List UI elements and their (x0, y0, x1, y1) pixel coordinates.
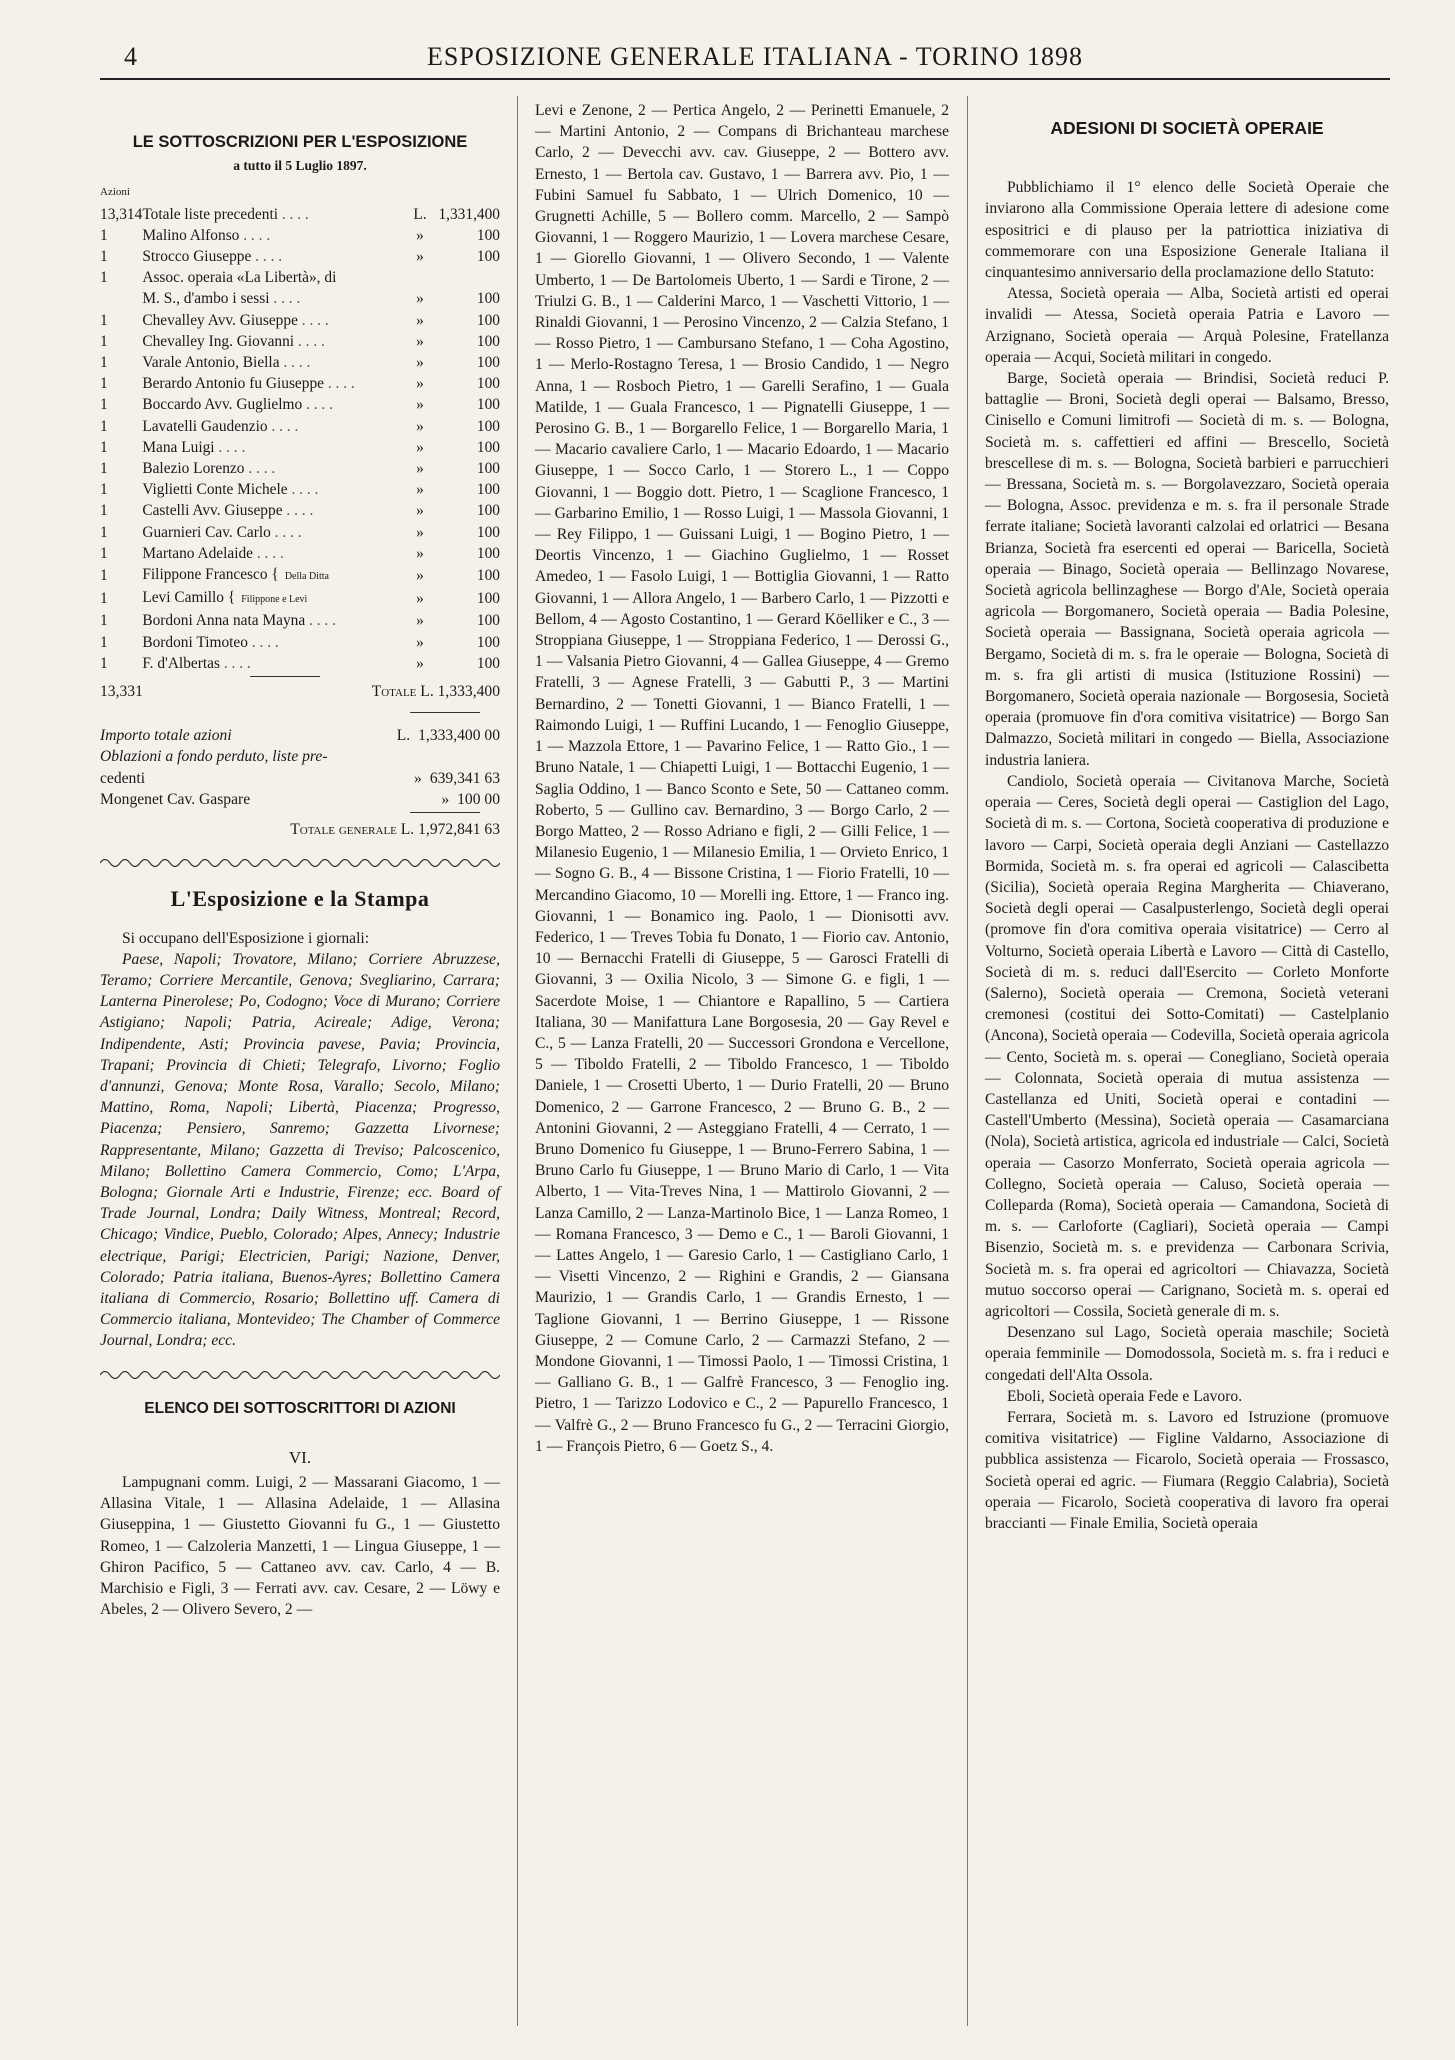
row-name-cell: Martano Adelaide . . . . (142, 544, 284, 562)
subscription-row (100, 458, 500, 479)
short-rule (250, 676, 320, 677)
summary-row (100, 789, 500, 810)
row-name: Varale Antonio, Biella (142, 354, 280, 372)
row-qty: 1 (100, 354, 108, 372)
row-name: Castelli Avv. Giuseppe (142, 502, 283, 520)
row-amount: 100 (476, 375, 500, 393)
row-sym: » (416, 481, 424, 499)
row-name: Boccardo Avv. Guglielmo (142, 396, 303, 414)
row-qty: 1 (100, 481, 108, 499)
row-name: Levi Camillo (142, 589, 224, 607)
row-qty: 1 (100, 460, 108, 478)
summary-label: Importo totale azioni (100, 727, 232, 745)
row-sym: » (416, 332, 424, 350)
row-sym: » (416, 612, 424, 630)
row-qty: 1 (100, 375, 108, 393)
row-qty: 1 (100, 544, 108, 562)
row-name-cell: Boccardo Avv. Guglielmo . . . . (142, 396, 333, 414)
summary-label: cedenti (100, 769, 146, 787)
row-qty: 1 (100, 311, 108, 329)
row-qty: 1 (100, 654, 108, 672)
ornamental-divider (100, 1368, 500, 1382)
row-sym: » (416, 567, 424, 585)
short-rule (410, 812, 480, 813)
row-name-cell: Malino Alfonso . . . . (142, 226, 271, 244)
row-qty: 1 (100, 633, 108, 651)
subscription-row (100, 500, 500, 521)
row-qty: 1 (100, 612, 108, 630)
subscription-row (100, 416, 500, 437)
subscription-row (100, 479, 500, 500)
subscription-row (100, 373, 500, 394)
page-number: 4 (124, 42, 137, 71)
row-qty: 1 (100, 226, 108, 244)
row-amount: 100 (476, 523, 500, 541)
row-amount: 1,331,400 (438, 205, 500, 223)
header-rule (100, 78, 1390, 80)
row-name-cell: Bordoni Timoteo . . . . (142, 633, 279, 651)
row-sym: » (416, 438, 424, 456)
row-name-cell: Chevalley Avv. Giuseppe . . . . (142, 311, 329, 329)
row-amount: 100 (476, 311, 500, 329)
azioni-label: Azioni (100, 186, 130, 199)
row-name-cell (142, 267, 410, 288)
row-qty: 1 (100, 332, 108, 350)
subscription-row (100, 437, 500, 458)
row-qty: 1 (100, 248, 108, 266)
subscription-row (100, 522, 500, 543)
row-qty: 1 (100, 567, 108, 585)
row-sym: » (416, 375, 424, 393)
column-2 (535, 100, 949, 1457)
row-amount (430, 267, 500, 288)
row-qty: 1 (100, 417, 108, 435)
row-name: Assoc. operaia «La Libertà», di (142, 269, 337, 287)
row-name: Berardo Antonio fu Giuseppe (142, 375, 324, 393)
subscription-row (100, 331, 500, 352)
row-name-cell: Strocco Giuseppe . . . . (142, 248, 283, 266)
row-amount: 100 (476, 438, 500, 456)
total-qty: 13,331 (100, 683, 143, 701)
row-name: Strocco Giuseppe (142, 248, 252, 266)
row-sym: » (416, 633, 424, 651)
row-qty: 1 (100, 590, 108, 608)
row-name: Bordoni Timoteo (142, 633, 248, 651)
ornamental-divider (100, 856, 500, 870)
subscription-row (100, 246, 500, 267)
subscriptions-table (100, 204, 500, 674)
row-qty: 1 (100, 502, 108, 520)
subscription-row (100, 610, 500, 631)
column-divider (517, 96, 518, 2026)
row-qty: 1 (100, 523, 108, 541)
row-name-cell: Levi Camillo { Filippone e Levi (142, 589, 308, 607)
row-amount: 100 (476, 290, 500, 308)
sottoscrizioni-date: a tutto il 5 Luglio 1897. (233, 158, 367, 174)
total-label: Totale L. (371, 683, 434, 701)
summary-row (100, 746, 500, 767)
row-name-cell: Mana Luigi . . . . (142, 438, 246, 456)
adesioni-paragraph: Barge, Società operaia — Brindisi, Società reduci P. battaglie — Broni, Società degli operai — Balsamo, Bresso, Cinisello e Comuni limitrofi — Società di m. s. — Bologna, Società m. s. caffettieri ed affini — Brescello, Società brescellese di m. s. — Bologna, Società barbieri e parrucchieri — Bressana, Società m. s. — Borgolavezzaro, Società operaia — Bologna, Assoc. previdenza e m. s. fra il personale Strade ferrate italiane; Società lavoranti calzolai ed orlatrici — Besana Brianza, Società fra esercenti ed operai — Baricella, Società operaia — Binago, Società operaia — Bellinzago Novarese, Società agricola bellinzaghese — Borgo d'Ale, Società operaia agricola — Borgomanero, Società operaia — Badia Polesine, Società operaia — Bassignana, Società operaia agricola — Bergamo, Società di m. s. fra le operaie — Bologna, Società di m. s. fra gli artisti di musica (Istituzione Rossini) — Borgomanero, Società operaia nazionale — Borgosesia, Società operaia (promuove fin d'ora comitiva visitatrice) — Borgo San Dalmazzo, Società militari in congedo — Biella, Associazione industria laniera. (985, 370, 1389, 769)
row-sym: » (416, 654, 424, 672)
row-name-cell: Totale liste precedenti . . . . (142, 205, 309, 223)
column-3 (985, 100, 1389, 1534)
subscription-row (100, 288, 500, 309)
elenco-section: VI. (288, 1447, 312, 1467)
adesioni-paragraph: Candiolo, Società operaia — Civitanova Marche, Società operaia — Ceres, Società degli operai — Castiglion del Lago, Società di m. s. — Cortona, Società cooperativa di produzione e lavoro — Carpi, Società operaia degli Anziani — Castellazzo Bormida, Società m. s. fra operai ed agricoli — Calascibetta (Sicilia), Società operaia Regina Margherita — Chiaverano, Società degli operai — Casalpusterlengo, Società degli operai (promove fin d'ora comitiva operaia visitatrice) — Cerro al Volturno, Società operaia Libertà e Lavoro — Città di Castello, Società di m. s. reduci dall'Esercito — Corleto Monforte (Salerno), Società operaia — Cremona, Società veterani cremonesi (costitui dei Sotto-Comitati) — Castelplanio (Ancona), Società operaia — Codevilla, Società operaia agricola — Cento, Società m. s. operai — Conegliano, Società operaia — Colonnata, Società operaia di mutua assistenza — Castellanza ed Uniti, Società operai e contadini — Castell'Umberto (Messina), Società operaia — Casamarciana (Nola), Società artistica, agricola ed industriale — Calci, Società operaia — Casorzo Monferrato, Società operaia agricola — Collegno, Società operaia — Caluso, Società operaia — Colleparda (Roma), Società operaia — Camandona, Società di m. s. — Carloforte (Cagliari), Società operaia — Campi Bisenzio, Società m. s. e previdenza — Carbonara Scrivia, Società m. s. fra operai ed agricoltori — Chiavazza, Società mutuo soccorso operai — Carignano, Società m. s. operai ed agricoltori — Cossila, Società generale di m. s. (985, 772, 1389, 1320)
row-name: Chevalley Ing. Giovanni (142, 332, 295, 350)
stampa-title: L'Esposizione e la Stampa (170, 886, 430, 912)
row-name-cell: Varale Antonio, Biella . . . . (142, 354, 311, 372)
subscription-row (100, 587, 500, 610)
elenco-title: ELENCO DEI SOTTOSCRITTORI DI AZIONI (144, 1399, 456, 1417)
row-sym: » (416, 417, 424, 435)
adesioni-paragraph: Atessa, Società operaia — Alba, Società artisti ed operai invalidi — Atessa, Società operaia Patria e Lavoro — Arzignano, Società operaia — Arquà Polesine, Fratellanza operaia — Acqui, Società militari in congedo. (985, 285, 1389, 366)
row-sym: » (416, 523, 424, 541)
summary-block (100, 725, 500, 810)
row-name: F. d'Albertas (142, 654, 220, 672)
row-sym: » (416, 544, 424, 562)
row-sym: » (416, 226, 424, 244)
row-amount: 100 (476, 354, 500, 372)
row-name-cell: M. S., d'ambo i sessi . . . . (142, 290, 301, 308)
row-name: Malino Alfonso (142, 226, 240, 244)
row-name: M. S., d'ambo i sessi (142, 290, 270, 308)
row-amount: 100 (476, 612, 500, 630)
row-name: Filippone Francesco (142, 566, 268, 584)
adesioni-paragraph: Ferrara, Società m. s. Lavoro ed Istruzione (promuove comitiva visitatrice) — Figline Valdarno, Associazione di pubblica assistenza — Ficarolo, Società operaia — Frossasco, Società operai ed agric. — Fiumara (Reggio Calabria), Società operaia — Ficarolo, Società cooperativa di lavoro fra operai braccianti — Finale Emilia, Società operaia (985, 1408, 1389, 1532)
row-name-cell: Filippone Francesco { Della Ditta (142, 566, 329, 584)
row-bracket-note: Della Ditta (284, 571, 329, 583)
subscription-row (100, 352, 500, 373)
row-sym: » (416, 248, 424, 266)
adesioni-paragraph: Desenzano sul Lago, Società operaia maschile; Società operaia femminile — Domodossola, Società m. s. fra i reduci e congedati dell'Alta Ossola. (985, 1324, 1389, 1384)
row-name: Bordoni Anna nata Mayna (142, 612, 306, 630)
row-name: Totale liste precedenti (142, 205, 278, 223)
row-amount: 100 (476, 590, 500, 608)
row-amount: 100 (476, 481, 500, 499)
row-qty: 1 (100, 438, 108, 456)
row-amount: 100 (476, 567, 500, 585)
row-amount: 100 (476, 544, 500, 562)
adesioni-body (985, 283, 1389, 1534)
summary-sym: » (441, 790, 450, 808)
grand-total-label: Totale generale L. (290, 821, 415, 839)
summary-row (100, 725, 500, 746)
adesioni-paragraph: Eboli, Società operaia Fede e Lavoro. (1007, 1387, 1243, 1405)
row-amount: 100 (476, 396, 500, 414)
row-name: Balezio Lorenzo (142, 460, 245, 478)
summary-label: Mongenet Cav. Gaspare (100, 790, 251, 808)
adesioni-title: ADESIONI DI SOCIETÀ OPERAIE (1050, 118, 1324, 138)
row-amount: 100 (476, 633, 500, 651)
header-title: ESPOSIZIONE GENERALE ITALIANA - TORINO 1898 (427, 42, 1083, 71)
grand-total-amount: 1,972,841 63 (418, 821, 500, 839)
row-name: Martano Adelaide (142, 544, 254, 562)
row-amount: 100 (476, 417, 500, 435)
row-sym: » (416, 460, 424, 478)
subscription-row (100, 204, 500, 225)
row-sym: » (416, 502, 424, 520)
row-amount: 100 (476, 654, 500, 672)
summary-row (100, 768, 500, 789)
page-header (120, 38, 1390, 72)
row-qty: 13,314 (100, 205, 143, 223)
row-qty (100, 288, 142, 309)
row-name-cell: Balezio Lorenzo . . . . (142, 460, 276, 478)
row-amount: 100 (476, 502, 500, 520)
subscription-row (100, 310, 500, 331)
subscription-row (100, 653, 500, 674)
summary-sym: » (414, 769, 422, 787)
row-name-cell: Guarnieri Cav. Carlo . . . . (142, 523, 302, 541)
subscription-row (100, 564, 500, 587)
row-sym: » (416, 290, 424, 308)
elenco-text-col1: Lampugnani comm. Luigi, 2 — Massarani Giacomo, 1 — Allasina Vitale, 1 — Allasina Adelaide, 1 — Allasina Giuseppina, 1 — Giustetto Giovanni fu G., 1 — Giustetto Romeo, 1 — Calzoleria Manzetti, 1 — Lingua Giuseppe, 1 — Ghiron Pacifico, 5 — Cattaneo avv. cav. Carlo, 4 — B. Marchisio e Figli, 3 — Ferrati avv. cav. Cesare, 2 — Löwy e Abeles, 2 — Olivero Severo, 2 — (100, 1473, 500, 1619)
row-qty: 1 (100, 269, 108, 287)
total-row (100, 681, 500, 702)
subscription-row (100, 394, 500, 415)
row-name: Viglietti Conte Michele (142, 481, 288, 499)
row-name-cell: Lavatelli Gaudenzio . . . . (142, 417, 299, 435)
row-sym: » (416, 354, 424, 372)
adesioni-intro: Pubblichiamo il 1° elenco delle Società Operaie che inviarono alla Commissione Operaia lettere di adesione come espositrici e di plauso per la patriottica iniziativa di commemorare con una Esposizione Generale Italiana il cinquantesimo anniversario della proclamazione dello Statuto: (985, 179, 1389, 282)
row-sym: » (416, 590, 424, 608)
elenco-text-col2: Levi e Zenone, 2 — Pertica Angelo, 2 — Perinetti Emanuele, 2 — Martini Antonio, 2 — Compans di Brichanteau marchese Carlo, 2 — Devecchi avv. cav. Giuseppe, 2 — Bottero avv. Ernesto, 1 — Bertola cav. Gustavo, 1 — Barrera avv. Pio, 1 — Fubini Samuel fu Sabbato, 1 — Ulrich Domenico, 10 — Grugnetti Achille, 5 — Bollero comm. Marcello, 2 — Sampò Giovanni, 1 — Roggero Maurizio, 1 — Lovera marchese Cesare, 1 — Giorello Giovanni, 1 — Olivero Secondo, 1 — Valente Umberto, 1 — De Bartolomeis Uberto, 1 — Sardi e Tirone, 2 — Triulzi G. B., 1 — Calderini Marco, 1 — Vaschetti Vittorio, 1 — Rinaldi Giovanni, 1 — Perosino Vincenzo, 2 — Calzia Stefano, 1 — Rosso Pietro, 1 — Cambursano Stefano, 1 — Coha Agostino, 1 — Merlo-Rostagno Teresa, 1 — Brosio Candido, 1 — Negro Anna, 1 — Rosboch Pietro, 1 — Garelli Serafino, 1 — Guala Matilde, 1 — Guala Francesco, 1 — Pignatelli Giuseppe, 1 — Perosino G. B., 1 — Borgarello Felice, 1 — Borgarello Maria, 1 — Macario cavaliere Carlo, 1 — Macario Edoardo, 1 — Macario Giuseppe, 1 — Socco Carlo, 1 — Storero L., 1 — Coppo Giovanni, 1 — Boggio dott. Pietro, 1 — Scaglione Francesco, 1 — Garbarino Emilio, 1 — Rosso Luigi, 1 — Massola Giovanni, 1 — Rey Filippo, 1 — Guissani Luigi, 1 — Bogino Pietro, 1 — Deortis Vincenzo, 1 — Giachino Guglielmo, 1 — Rosset Amedeo, 1 — Fasolo Luigi, 1 — Bottiglia Giovanni, 1 — Ratto Giovanni, 1 — Allora Angelo, 1 — Barbero Carlo, 1 — Pizzotti e Bellom, 4 — Agosto Costantino, 1 — Gerard Köelliker e C., 3 — Stroppiana Giuseppe, 1 — Stroppiana Federico, 1 — Derossi G., 1 — Valsania Pietro Giovanni, 4 — Gallea Giuseppe, 4 — Gremo Fratelli, 3 — Agnese Fratelli, 3 — Gabutti P., 3 — Martini Bernardino, 2 — Tonetti Giovanni, 1 — Bianco Fratelli, 1 — Raimondo Luigi, 1 — Ruffini Lucando, 1 — Fenoglio Giuseppe, 1 — Mazzola Ettore, 1 — Pavarino Felice, 1 — Ratto Gio., 1 — Bruno Natale, 1 — Chiapetti Luigi, 1 — Bottacchi Eugenio, 1 — Saglia Oddino, 1 — Banco Sconto e Sete, 50 — Cattaneo comm. Roberto, 5 — Gullino cav. Bernardino, 3 — Borgo Carlo, 2 — Borgo Matteo, 2 — Rosso Adriano e figli, 2 — Gilli Felice, 1 — Milanesio Eugenio, 1 — Milanesio Emilia, 1 — Orvieto Enrico, 1 — Sogno G. B., 4 — Bissone Cristina, 1 — Fiorio Fratelli, 10 — Mercandino Giacomo, 10 — Morelli ing. Ettore, 1 — Franco ing. Giovanni, 1 — Bonamico ing. Paolo, 1 — Dionisotti avv. Federico, 1 — Treves Tobia fu Donato, 1 — Fiorio cav. Antonio, 10 — Bernacchi Fratelli di Giuseppe, 5 — Garosci Fratelli di Giovanni, 3 — Oxilia Nicolo, 3 — Simone G. e figli, 1 — Sacerdote Moise, 1 — Chiantore e Rapallino, 5 — Cartiera Italiana, 30 — Manifattura Lane Borgosesia, 20 — Gay Revel e C., 5 — Lanza Fratelli, 20 — Successori Grondona e Vercellone, 5 — Tiboldo Fratelli, 2 — Tiboldo Francesco, 1 — Tiboldo Daniele, 1 — Crosetti Uberto, 1 — Durio Fratelli, 20 — Bruno Domenico, 2 — Garrone Francesco, 2 — Bruno G. B., 2 — Antonini Giovanni, 2 — Asteggiano Fratelli, 4 — Cerrato, 1 — Bruno Domenico fu Giuseppe, 1 — Bruno-Ferrero Sabina, 1 — Bruno Carlo fu Giuseppe, 1 — Bruno Mario di Carlo, 1 — Vita Alberto, 1 — Vita-Treves Nina, 1 — Mattirolo Giovanni, 2 — Lanza Camillo, 2 — Lanza-Martinolo Bice, 1 — Lanza Romeo, 1 — Romana Francesco, 3 — Demo e C., 1 — Baroli Giovanni, 1 — Lattes Angelo, 1 — Garesio Carlo, 1 — Castigliano Carlo, 1 — Visetti Vincenzo, 2 — Righini e Grandis, 2 — Giansana Maurizio, 1 — Grandis Carlo, 1 — Grandis Ernesto, 1 — Taglione Giovanni, 1 — Berrino Giuseppe, 1 — Rissone Giuseppe, 2 — Comune Carlo, 2 — Carmazzi Stefano, 2 — Mondone Giovanni, 1 — Timossi Paolo, 1 — Timossi Cristina, 1 — Galliano G. B., 1 — Galfrè Francesco, 3 — Fenoglio ing. Pietro, 1 — Tarizzo Lodovico e C., 2 — Papurello Francesco, 1 — Valfrè G., 2 — Bruno Francesco fu G., 2 — Terracini Giorgio, 1 — François Pietro, 6 — Goetz S., 4. (535, 102, 949, 1455)
row-name: Chevalley Avv. Giuseppe (142, 311, 298, 329)
subscription-row (100, 632, 500, 653)
subscription-row (100, 543, 500, 564)
grand-total-row (100, 819, 500, 840)
row-amount: 100 (476, 248, 500, 266)
summary-amount: 639,341 63 (429, 769, 500, 787)
short-rule (410, 712, 480, 713)
row-name: Lavatelli Gaudenzio (142, 417, 268, 435)
row-name-cell: Bordoni Anna nata Mayna . . . . (142, 612, 336, 630)
row-bracket-note: Filippone e Levi (241, 594, 308, 606)
summary-amount: 1,333,400 00 (418, 727, 500, 745)
sottoscrizioni-title: LE SOTTOSCRIZIONI PER L'ESPOSIZIONE (132, 133, 468, 151)
row-sym: » (416, 311, 424, 329)
summary-label: Oblazioni a fondo perduto, liste pre- (100, 748, 328, 766)
row-amount: 100 (476, 460, 500, 478)
subscription-row (100, 225, 500, 246)
column-1 (100, 100, 500, 1620)
row-name-cell: F. d'Albertas . . . . (142, 654, 251, 672)
summary-sym: L. (396, 727, 411, 745)
total-amount: 1,333,400 (437, 683, 500, 701)
row-sym: L. (413, 205, 427, 223)
row-amount: 100 (476, 226, 500, 244)
row-name-cell: Chevalley Ing. Giovanni . . . . (142, 332, 325, 350)
row-sym (410, 267, 430, 288)
row-qty: 1 (100, 396, 108, 414)
row-name: Guarnieri Cav. Carlo (142, 523, 271, 541)
row-name-cell: Castelli Avv. Giuseppe . . . . (142, 502, 314, 520)
stampa-intro: Si occupano dell'Esposizione i giornali: (122, 929, 370, 947)
subscription-row (100, 267, 500, 288)
row-name: Mana Luigi (142, 438, 215, 456)
row-sym: » (416, 396, 424, 414)
row-name-cell: Berardo Antonio fu Giuseppe . . . . (142, 375, 355, 393)
stampa-body: Paese, Napoli; Trovatore, Milano; Corriere Abruzzese, Teramo; Corriere Mercantile, Genova; Svegliarino, Carrara; Lanterna Pinerolese; Po, Codogno; Voce di Murano; Corriere Astigiano; Napoli; Patria, Acireale; Adige, Verona; Indipendente, Asti; Provincia pavese, Pavia; Provincia, Trapani; Provincia di Chieti; Telegrafo, Livorno; Foglio d'annunzi, Genova; Monte Rosa, Varallo; Secolo, Milano; Mattino, Roma, Napoli; Libertà, Piacenza; Progresso, Piacenza; Pensiero, Sanremo; Gazzetta Livornese; Rappresentante, Milano; Gazzetta di Treviso; Palcoscenico, Milano; Bollettino Camera Commercio, Como; L'Arpa, Bologna; Giornale Arti e Industrie, Firenze; ecc. Board of Trade Journal, Londra; Daily Witness, Montreal; Record, Chicago; Vindice, Pueblo, Colorado; Alpes, Annecy; Industrie electrique, Parigi; Electricien, Parigi; Nazione, Denver, Colorado; Patria italiana, Buenos-Ayres; Bollettino Camera italiana di Commercio, Rosario; Bollettino uff. Camera di Commercio italiana, Montevideo; The Chamber of Commerce Journal, Londra; ecc. (100, 950, 500, 1350)
column-divider (967, 96, 968, 2026)
row-amount: 100 (476, 332, 500, 350)
row-name-cell: Viglietti Conte Michele . . . . (142, 481, 319, 499)
summary-amount: 100 00 (457, 790, 500, 808)
